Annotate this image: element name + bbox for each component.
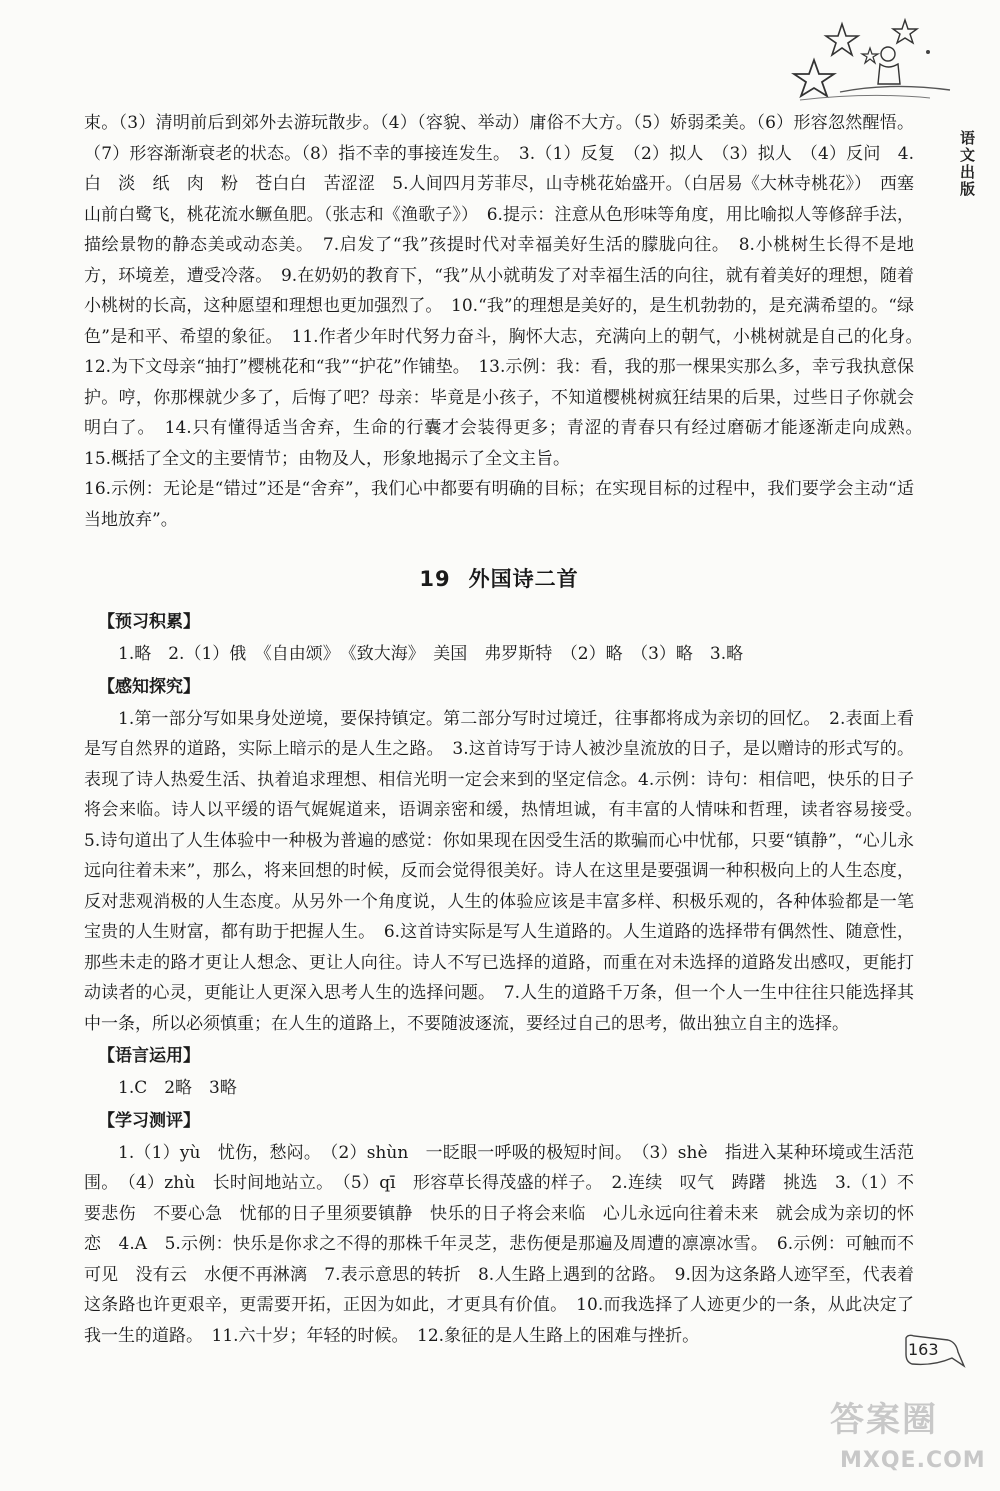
section-language (84, 1041, 914, 1104)
corner-decoration-stars (780, 12, 1000, 122)
star-icon (893, 20, 917, 43)
section-heading: 【感知探究】 (98, 676, 200, 697)
header-tag: 语文出版 (958, 130, 976, 198)
page-number-badge (904, 1332, 968, 1372)
page-content (84, 108, 931, 1351)
section-text: 1.略 2.（1）俄 《自由颂》 《致大海》 美国 弗罗斯特 （2）略 （3）略 3.略 (118, 644, 744, 664)
lesson-title (84, 563, 914, 593)
section-heading: 【学习测评】 (98, 1110, 200, 1131)
section-text: 1.第一部分写如果身处逆境，要保持镇定。第二部分写时过境迁，往事都将成为亲切的回忆。 2.表面上看是写自然界的道路，实际上暗示的是人生之路。 3.这首诗写于诗人被沙皇流放的日子，是以赠诗的形式写的。表现了诗人热爱生活、执着追求理想、相信光明一定会来到的坚定信念。4.示例：诗句：相信吧，快乐的日子将会来临。诗人以平缓的语气娓娓道来，语调亲密和缓，热情坦诚，有丰富的人情味和哲理，读者容易接受。 5.诗句道出了人生体验中一种极为普遍的感觉：你如果现在因受生活的欺骗而心中忧郁，只要“镇静”，“心儿永远向往着未来”，那么，将来回想的时候，反而会觉得很美好。诗人在这里是要强调一种积极向上的人生态度，反对悲观消极的人生态度。从另外一个角度说，人生的体验应该是丰富多样、积极乐观的，各种体验都是一笔宝贵的人生财富，都有助于把握人生。 6.这首诗实际是写人生道路的。人生道路的选择带有偶然性、随意性，那些未走的路才更让人想念、更让人向往。诗人不写已选择的道路，而重在对未选择的道路发出感叹，更能打动读者的心灵，更能让人更深入思考人生的选择问题。 7.人生的道路千万条，但一个人一生中往往只能选择其中一条，所以必须慎重；在人生的道路上，不要随波逐流，要经过自己的思考，做出独立自主的选择。 (84, 708, 931, 1034)
section-preview (84, 607, 914, 670)
watermark-text: 答案圈 (830, 1400, 938, 1440)
star-icon (826, 24, 858, 55)
section-assessment (84, 1106, 914, 1352)
watermark-url: MXQE.COM (840, 1448, 986, 1473)
answer-paragraph-top: 束。（3）清明前后到郊外去游玩散步。（4）（容貌、举动）庸俗不大方。（5）娇弱柔美。（6）形容忽然醒悟。（7）形容渐渐衰老的状态。（8）指不幸的事接连发生。 3.（1）反复 （2）拟人 （3）拟人 （4）反问 4.白 淡 纸 肉 粉 苍白白 苦涩涩 5.人间四月芳菲尽，山寺桃花始盛开。（白居易《大林寺桃花》） 西塞山前白鹭飞，桃花流水鳜鱼肥。（张志和《渔歌子》） 6.提示：注意从色形味等角度，用比喻拟人等修辞手法，描绘景物的静态美或动态美。 7.启发了“我”孩提时代对幸福美好生活的朦胧向往。 8.小桃树生长得不是地方，环境差，遭受冷落。 9.在奶奶的教育下，“我”从小就萌发了对幸福生活的向往，就有着美好的理想，随着小桃树的长高，这种愿望和理想也更加强烈了。 10.“我”的理想是美好的，是生机勃勃的，是充满希望的。“绿色”是和平、希望的象征。 11.作者少年时代努力奋斗，胸怀大志，充满向上的朝气，小桃树就是自己的化身。 12.为下文母亲“抽打”樱桃花和“我”“护花”作铺垫。 13.示例：我：看，我的那一棵果实那么多，幸亏我执意保护。哼，你那棵就少多了，后悔了吧？母亲：毕竟是小孩子，不知道樱桃树疯狂结果的后果，过些日子你就会明白了。 14.只有懂得适当舍弃，生命的行囊才会装得更多；青涩的青春只有经过磨砺才能逐渐走向成熟。 15.概括了全文的主要情节；由物及人，形象地揭示了全文主旨。 (84, 113, 931, 469)
lesson-name: 外国诗二首 (468, 567, 579, 591)
star-icon (794, 60, 834, 96)
page-number: 163 (908, 1340, 939, 1359)
section-heading: 【预习积累】 (98, 612, 200, 632)
section-text: 1.C 2略 3略 (118, 1078, 237, 1098)
answer-paragraph-16: 16.示例：无论是“错过”还是“舍弃”，我们心中都要有明确的目标；在实现目标的过程中，我们要学会主动“适当地放弃”。 (84, 479, 914, 530)
star-icon (862, 48, 878, 63)
section-heading: 【语言运用】 (98, 1046, 200, 1066)
lesson-number: 19 (419, 567, 451, 591)
section-explore (84, 672, 931, 1040)
section-text: 1.（1）yù 忧伤，愁闷。 （2）shùn 一眨眼一呼吸的极短时间。 （3）shè 指进入某种环境或生活范围。 （4）zhù 长时间地站立。 （5）qī 形容草长得茂盛的样子。 2.连续 叹气 踌躇 挑选 3.（1）不要悲伤 不要心急 忧郁的日子里须要镇静 快乐的日子将会来临 心儿永远向往着未来 就会成为亲切的怀恋 4.A 5.示例：快乐是你求之不得的那株千年灵芝，悲伤便是那遍及周遭的凛凛冰雪。 6.示例：可触而不可见 没有云 水便不再淋漓 7.表示意思的转折 8.人生路上遇到的岔路。 9.因为这条路人迹罕至，代表着这条路也许更艰辛，更需要开拓，正因为如此，才更具有价值。 10.而我选择了人迹更少的一条，从此决定了我一生的道路。 11.六十岁；年轻的时候。 12.象征的是人生路上的困难与挫折。 (84, 1142, 914, 1346)
watermark-logo (820, 1390, 990, 1485)
